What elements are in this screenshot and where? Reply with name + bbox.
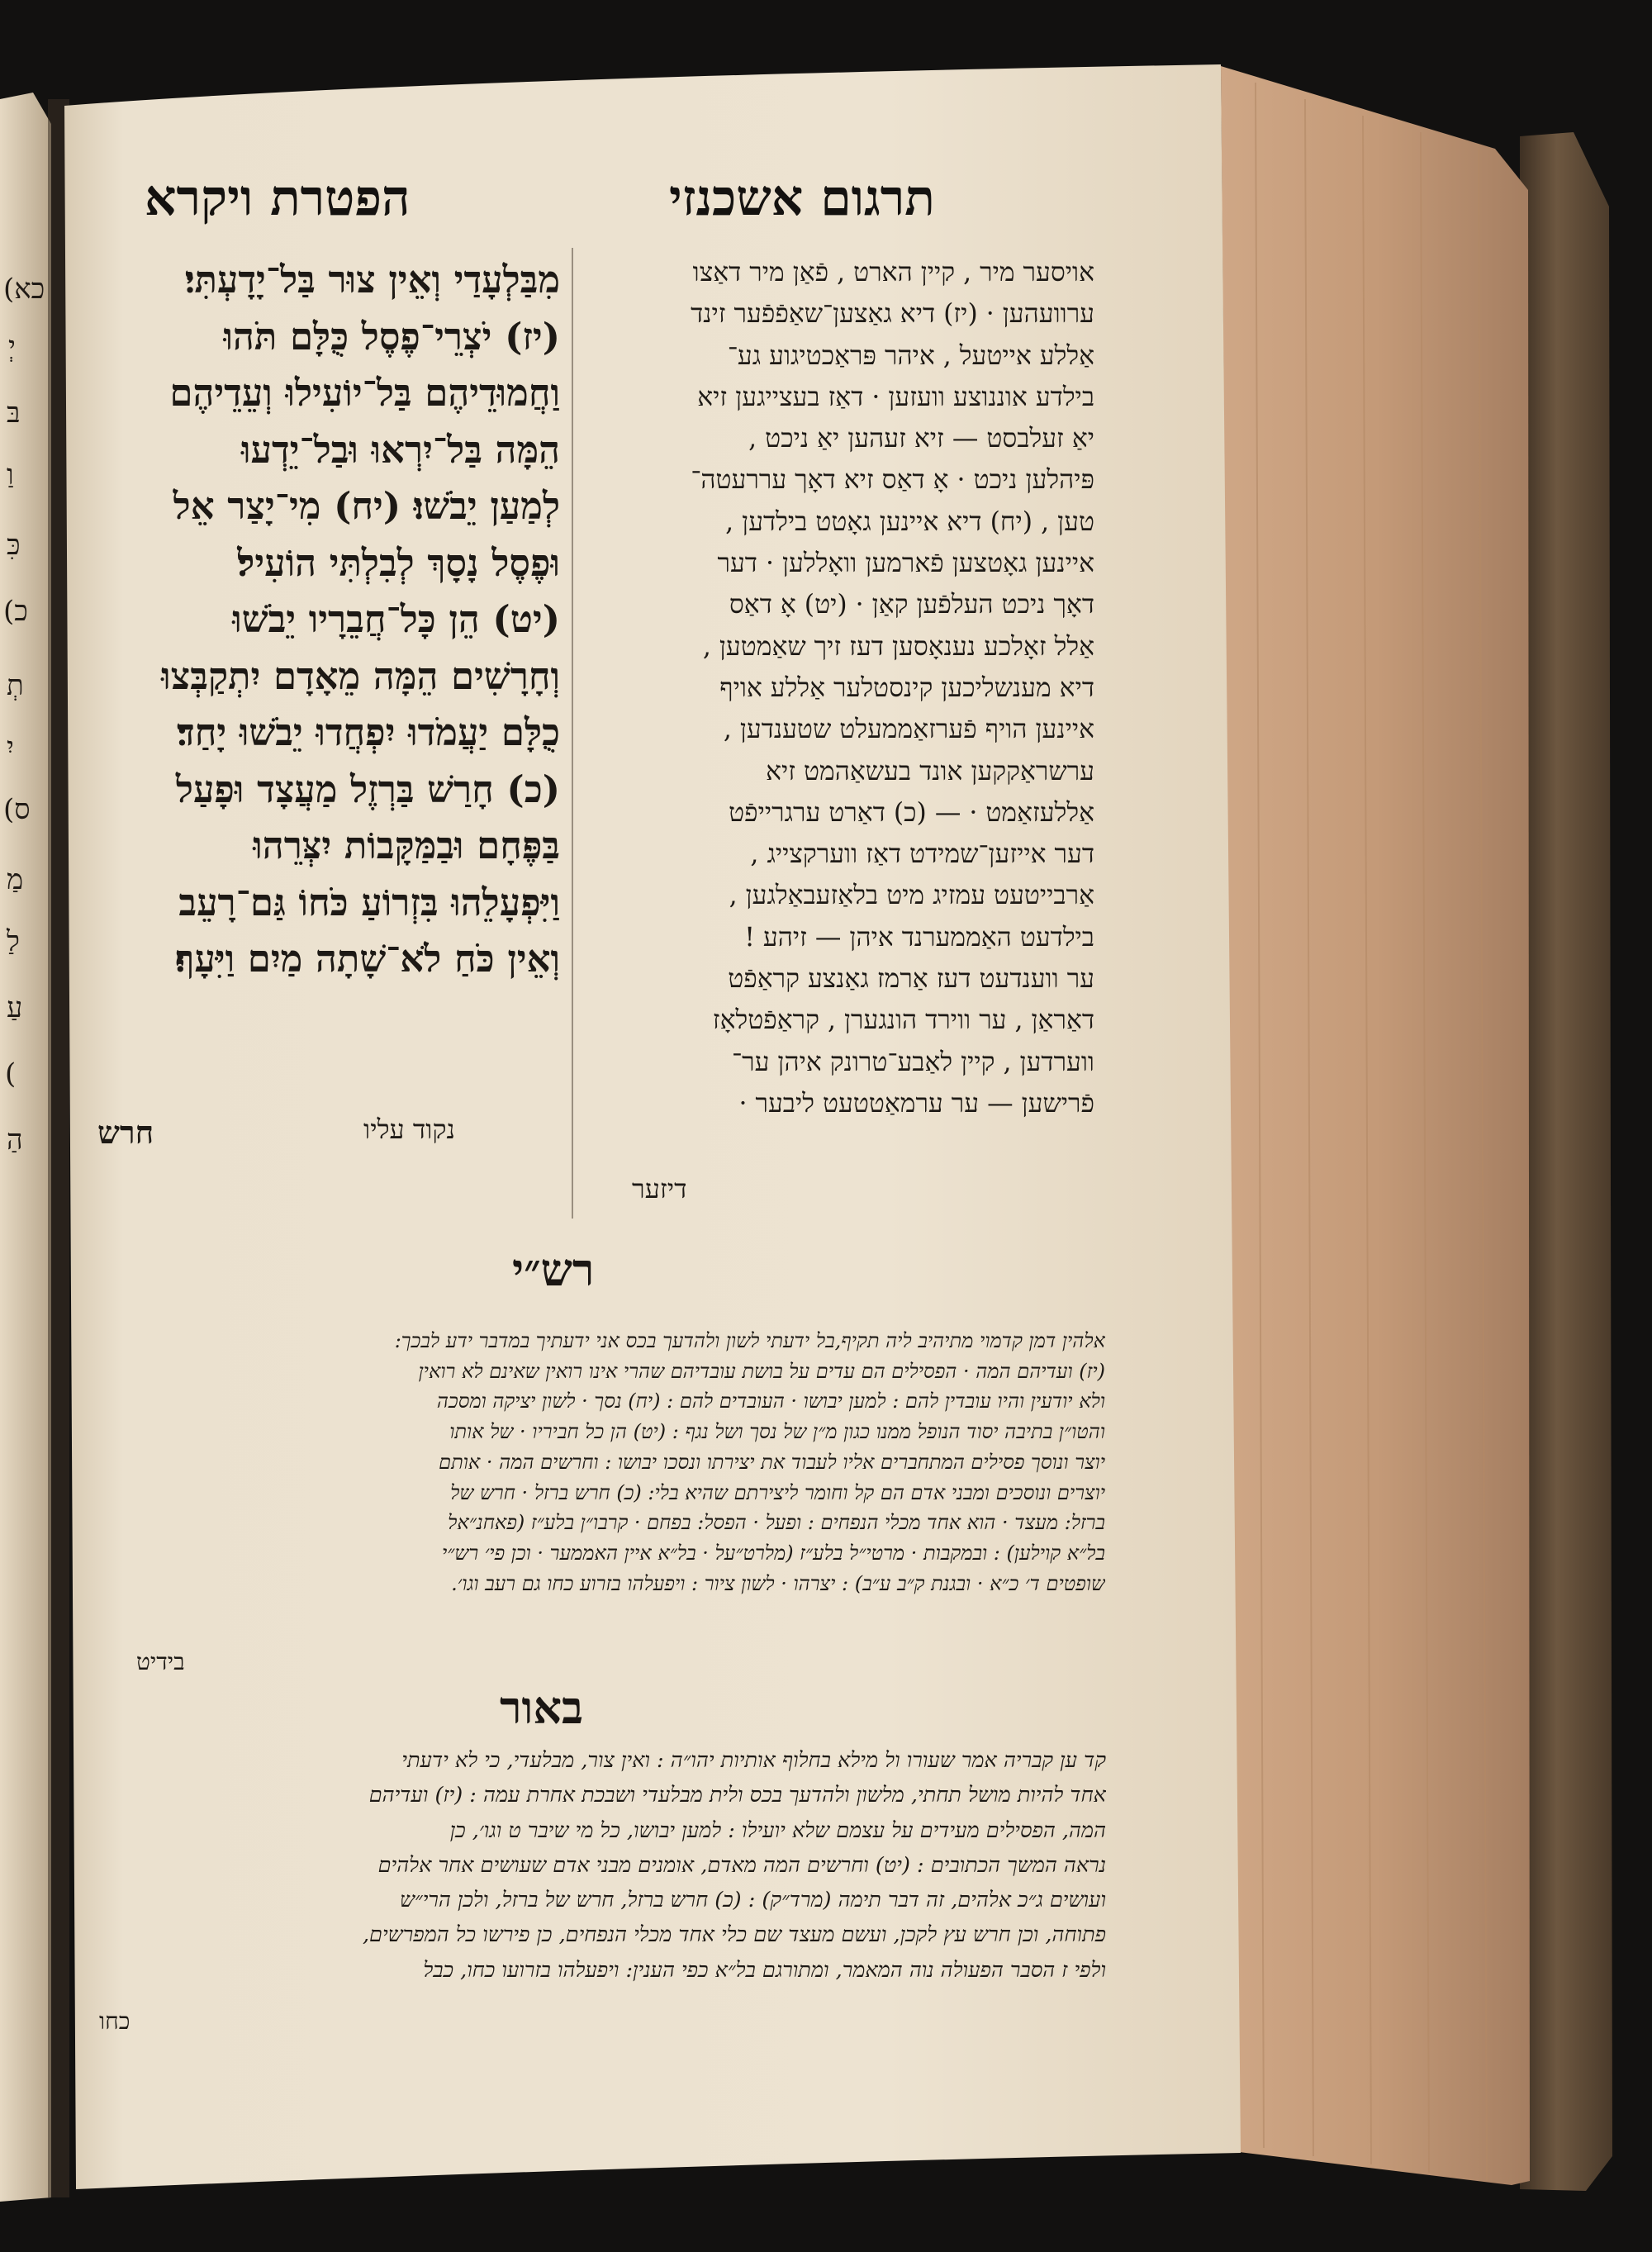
rashi-line: שופטים ד׳ כ״א · ובגנת ק״ב ע״ב) : יצרהו · לשון ציור : ויפעלהו בזרוע כחו גם רעב וגו׳. xyxy=(451,1571,1105,1595)
rashi-line: ברזל: מעצד · הוא אחד מכלי הנפחים : ופעל · הפסל: בפחם · קרבו״ן בלע״ז (פאחנ״אל xyxy=(448,1511,1105,1535)
targum-line: איינען גאָטצען פֿארמען וואָללען · דער xyxy=(717,549,1094,579)
left-fragment: ( xyxy=(5,1057,17,1090)
targum-line: ערשראַקקען אונד בעשאַהמט זיא xyxy=(766,756,1094,786)
left-fragment: יִ xyxy=(7,731,14,764)
left-fragment: (ס xyxy=(3,793,31,826)
biur-line: קד ען קבריה אמר שעורו ול מילא בחלוף אותיות יהו״ה : ואין צור, מבלעדי, כי לא ידעתי xyxy=(401,1748,1106,1773)
haftara-line: (כ) חָרַשׁ בַּרְזֶל מַעֲצָד וּפָעַל xyxy=(175,767,560,811)
biur-line: המה, הפסילים מעידים על עצמם שלא יועילו : למען יבושו, כל מי שיבר ט וגו׳, כן xyxy=(449,1817,1106,1843)
targum-line: פֿרישען — ער ערמאַטטעט ליבער · xyxy=(738,1088,1094,1119)
targum-line: טען , (יח) דיא איינען גאָטט בילדען , xyxy=(725,506,1094,537)
rashi-line: והטו״ן בתיבה יסוד הנופל ממנו כגון מ״ן של נסך ושל נגף : (יט) הן כל חביריו · של אותו xyxy=(449,1420,1105,1444)
left-fragment: (כא xyxy=(3,273,45,306)
rashi-line: (יז) ועדיהם המה · הפסילים הם עדים על בושת עובדיהם שהרי אינו רואין שאינם לא רואין xyxy=(418,1359,1105,1383)
rashi-line: ולא יודעין והיו עובדין להם : למען יבושו · העובדים להם : (יח) נסך · לשון יציקה ומסכה xyxy=(436,1390,1105,1413)
rashi-line: יוצרים ונוסכים ומבני אדם הם קל וחומר ליצירתם שהיא בלי: (כ) חרש ברזל · חרש של xyxy=(450,1480,1105,1504)
haftara-line: וּפֶסֶל נָסָךְ לְבִלְתִּי הוֹעִיל׃ xyxy=(237,540,560,585)
left-fragment: עַ xyxy=(7,991,23,1024)
targum-line: יאַ זעלבסט — זיא זעהען יאַ ניכט , xyxy=(748,424,1094,454)
rashi-line: בל״א קוילען) : ובמקבות · מרטי״ל בלע״ז (מלרט״על · בל״א איין האממער · וכן פי׳ רש״י xyxy=(441,1541,1105,1565)
targum-line: בילדעט האַממערנד איהן — זיהע ! xyxy=(744,922,1094,953)
running-head-right: תרגום אשכנזי xyxy=(669,169,935,227)
rashi-title: רש״י xyxy=(512,1243,595,1296)
targum-catchword: דיזער xyxy=(632,1173,687,1204)
haftara-line: וְחָרָשִׁים הֵמָּה מֵאָדָם יִתְקַבְּצוּ xyxy=(161,653,560,698)
haftara-line: בַּפֶּחָם וּבַמַּקָּבוֹת יִצְּרֵהוּ xyxy=(253,824,560,867)
targum-line: ווערדען , קיין לאַבע־טרונק איהן ער־ xyxy=(732,1047,1094,1077)
rashi-line: יוצר ונוסך פסילים המתחברים אליו לעבוד את יצירתו ונסכו יבושו : וחרשים המה · אותם xyxy=(439,1450,1105,1474)
biur-title: באור xyxy=(500,1681,584,1734)
haftara-line: מִבַּלְעָדַי וְאֵין צוּר בַּל־יָדָעְתִּי׃ xyxy=(184,258,560,302)
left-fragment: בּ xyxy=(7,397,21,430)
haftara-line: (יז) יֹצְרֵי־פֶסֶל כֻּלָּם תֹּהוּ xyxy=(223,314,560,359)
biur-line: אחד להיות מושל תחתי, מלשון ולהדעך בכס ולית מבלעדי ושבכת אחרת עמה : (יז) ועדיהם xyxy=(368,1783,1106,1808)
left-fragment: הַ xyxy=(7,1124,23,1157)
running-head-left: הפטרת ויקרא xyxy=(145,169,411,227)
targum-line: אַרבייטעט עמזיג מיט בלאַזעבאַלגען , xyxy=(729,881,1094,911)
haftara-line: (יט) הֵן כָּל־חֲבֵרָיו יֵבֹשׁוּ xyxy=(232,597,560,641)
haftara-line: וַיִּפְעָלֵהוּ בִּזְרוֹעַ כֹּחוֹ גַּם־רָעֵב xyxy=(178,880,560,924)
haftara-line: כֻלָּם יַעֲמֹדוּ יִפְחֲדוּ יֵבֹשׁוּ יָחַד׃ xyxy=(177,710,560,754)
haftara-catchword: חרש xyxy=(97,1114,154,1151)
left-fragment: לַ xyxy=(7,925,20,958)
left-fragment: מַ xyxy=(7,863,24,896)
haftara-line: וְאֵין כֹּחַ לֹא־שָׁתָה מַיִם וַיִּעָף׃ xyxy=(175,937,560,981)
biur-line: ולפי ז הסבר הפעולה נוה המאמר, ומתורגם בל״א כפי הענין: ויפעלהו בזרועו כחו, כבל xyxy=(423,1957,1106,1983)
left-fragment: (כ xyxy=(3,595,28,628)
left-fragment: כִּ xyxy=(7,529,21,562)
targum-line: ערוועהען · (יז) דיא גאַצען־שאַפֿפֿער זינד xyxy=(691,299,1094,330)
targum-column xyxy=(578,252,1094,1124)
targum-line: אויסער מיר , קיין הארט , פֿאַן מיר דאַצו xyxy=(692,258,1094,287)
haftara-line: לְמַעַן יֵבֹשׁוּ׃ (יח) מִי־יָצַר אֵל xyxy=(173,484,560,528)
rashi-line: אלהין דמן קדמוי מתיהיב ליה תקיף,בל ידעתי לשון ולהדעך בכס אני ידעתיך במדבר ידע לבכך: xyxy=(394,1329,1105,1352)
haftara-note: נקוד עליו xyxy=(363,1114,455,1145)
targum-line: דאָך ניכט העלפֿען קאַן · (יט) אָ דאַס xyxy=(729,590,1094,620)
targum-line: בילדע אוננוצע וועזען · דאַז בעצייגען זיא xyxy=(697,382,1094,412)
targum-line: אַללע אייטעל , איהר פּראַכטיגוע גע־ xyxy=(727,340,1094,371)
targum-line: דאַראַן , ער ווירד הונגערן , קראַפֿטלאָז xyxy=(712,1005,1094,1036)
targum-line: אַללעזאַמט · — (כ) דאַרט ערגרייפֿט xyxy=(729,797,1094,828)
biur-line: פתוחה, וכן חרש עץ לקכן, ועשם מעצד שם כלי אחד מכלי הנפחים, כן פירשו כל המפרשים, xyxy=(362,1922,1106,1948)
biur-line: נראה המשך הכתובים : (יט) וחרשים המה מאדם, אומנים מבני אדם שעושים אחר אלהים xyxy=(377,1852,1106,1878)
left-fragment: וַ xyxy=(7,458,14,492)
biur-line: ועושים ג״כ אלהים, זה דבר תימה (מרד״ק) : (כ) חרש ברזל, חרש של ברזל, ולכן הרי״ש xyxy=(399,1888,1106,1913)
targum-line: דיא מענשליכען קינסטלער אַללע אויף xyxy=(719,672,1094,703)
targum-line: ער ווענדעט דעז אַרמז גאַנצע קראַפֿט xyxy=(728,964,1094,995)
left-fragment: תְ xyxy=(7,669,24,702)
targum-line: אַלל זאָלכע נענאָסען דעז זיך שאַמטען , xyxy=(702,631,1094,662)
targum-line: דער אייזען־שמידט דאַז ווערקצייג , xyxy=(750,839,1094,870)
haftara-line: הֵמָּה בַּל־יִרְאוּ וּבַל־יֵדְעוּ xyxy=(241,427,560,472)
targum-line: פּיהלען ניכט · אָ דאַס זיא דאָך עררעטה־ xyxy=(691,465,1094,496)
haftara-line: וַחֲמוּדֵיהֶם בַּל־יוֹעִילוּ וְעֵדֵיהֶם xyxy=(169,371,560,415)
haftara-column xyxy=(73,252,560,988)
targum-line: איינען הויף פֿערזאַממעלט שטענדען , xyxy=(723,715,1094,745)
page-edges xyxy=(1221,66,1530,2185)
left-fragment: יְ xyxy=(8,330,16,363)
rashi-catchword: בידיט xyxy=(136,1648,185,1675)
rashi-commentary xyxy=(81,1326,1105,1599)
book-cover xyxy=(1520,132,1612,2191)
biur-catchword: כחו xyxy=(99,2007,131,2035)
biur-commentary xyxy=(86,1743,1106,1988)
